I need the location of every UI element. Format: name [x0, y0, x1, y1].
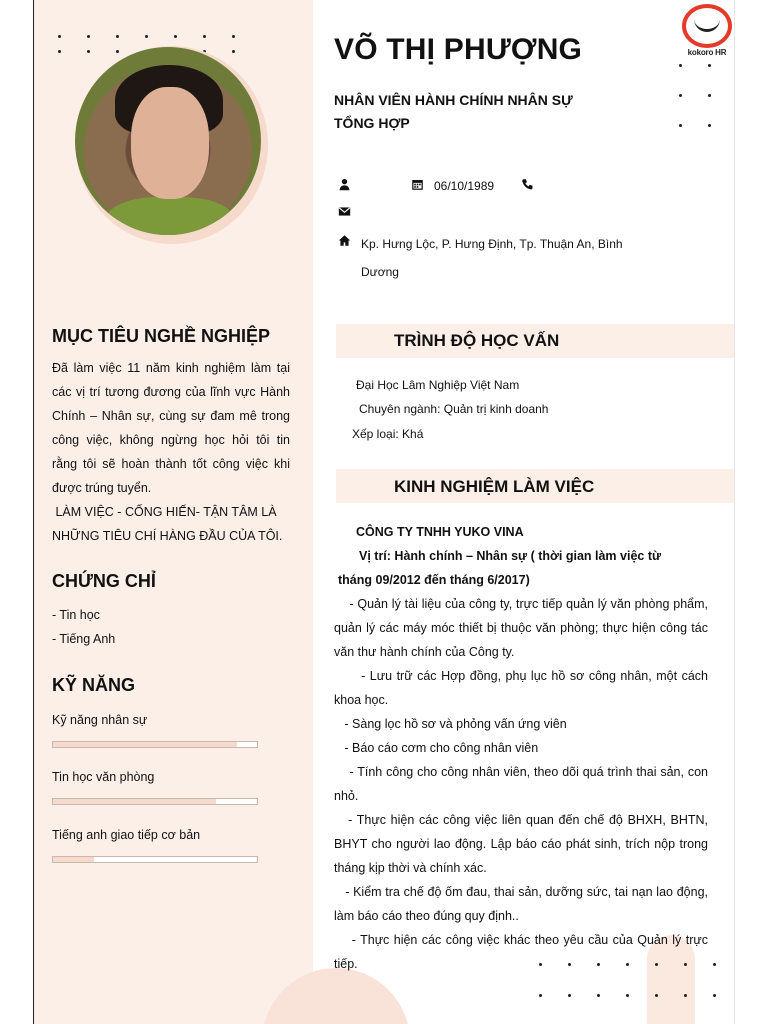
avatar-photo — [75, 47, 261, 235]
company-name: CÔNG TY TNHH YUKO VINA — [356, 525, 524, 539]
skill-label: Kỹ năng nhân sự — [52, 713, 148, 727]
skill-label: Tiếng anh giao tiếp cơ bản — [52, 828, 201, 842]
objective-text — [52, 356, 290, 548]
candidate-name: VÕ THỊ PHƯỢNG — [334, 33, 583, 66]
objective-heading: MỤC TIÊU NGHỀ NGHIỆP — [52, 326, 271, 346]
job-role-line-2: tháng 09/2012 đến tháng 6/2017) — [338, 573, 530, 587]
education-school: Đại Học Lâm Nghiệp Việt Nam — [356, 378, 520, 392]
resume-page — [33, 0, 735, 1024]
job-title-line-1: NHÂN VIÊN HÀNH CHÍNH NHÂN SỰ — [334, 92, 573, 108]
skill-bar — [52, 798, 258, 805]
phone-icon — [521, 178, 534, 191]
certificate-item: - Tiếng Anh — [52, 632, 116, 646]
kokoro-hr-logo — [677, 4, 735, 60]
certificate-item: - Tin học — [52, 608, 100, 622]
address — [361, 230, 661, 286]
skill-label: Tin học văn phòng — [52, 770, 155, 784]
job-title — [334, 89, 634, 135]
experience-entry — [334, 520, 712, 976]
decorative-dots-top-right — [679, 64, 711, 127]
duty-item: - Sàng lọc hồ sơ và phỏng vấn ứng viên — [334, 717, 567, 731]
duty-item: - Thực hiện các công việc liên quan đến chế độ BHXH, BHTN, BHYT cho người lao động. Lập báo cáo phát sinh, trích nộp trong tháng kịp thời và chính xác. — [334, 813, 712, 875]
skill-bar-fill — [53, 857, 94, 862]
duty-item: - Tính công cho công nhân viên, theo dõi quá trình thai sản, con nhỏ. — [334, 765, 712, 803]
logo-text: kokoro HR — [687, 48, 727, 57]
address-line-2: Dương — [361, 265, 399, 279]
job-role-line-1: Vị trí: Hành chính – Nhân sự ( thời gian làm việc từ — [359, 549, 662, 563]
skill-bar — [52, 856, 258, 863]
experience-heading: KINH NGHIỆM LÀM VIỆC — [394, 477, 595, 496]
duty-item: - Báo cáo cơm cho công nhân viên — [334, 741, 539, 755]
email-icon — [338, 205, 351, 218]
duty-item: - Lưu trữ các Hợp đồng, phụ lục hồ sơ công nhân, một cách khoa học. — [334, 669, 712, 707]
duty-item: - Kiểm tra chế độ ốm đau, thai sản, dưỡng sức, tai nạn lao động, làm báo cáo theo đúng quy định.. — [334, 885, 712, 923]
objective-paragraph: Đã làm việc 11 năm kinh nghiệm làm tại các vị trí tương đương của lĩnh vực Hành Chính – Nhân sự, cùng sự đam mê trong công việc, không ngừng học hỏi tôi tin rằng tôi sẽ hoàn thành tốt công việc khi được trúng tuyển. — [52, 361, 290, 495]
user-icon — [338, 178, 351, 191]
calendar-icon — [411, 178, 424, 191]
education-grade: Xếp loại: Khá — [352, 427, 424, 441]
certificates-heading: CHỨNG CHỈ — [52, 571, 156, 591]
skill-bar-fill — [53, 742, 237, 747]
skills-heading: KỸ NĂNG — [52, 675, 136, 695]
duty-item: - Thực hiện các công việc khác theo yêu cầu của Quản lý trực tiếp. — [334, 933, 712, 971]
education-major: Chuyên ngành: Quản trị kinh doanh — [359, 402, 549, 416]
objective-motto: LÀM VIỆC - CỐNG HIẾN- TẬN TÂM LÀ NHỮNG TIÊU CHÍ HÀNG ĐẦU CỦA TÔI. — [52, 505, 283, 543]
job-title-line-2: TỔNG HỢP — [334, 115, 410, 131]
skill-bar — [52, 741, 258, 748]
date-of-birth: 06/10/1989 — [434, 179, 495, 193]
address-line-1: Kp. Hưng Lộc, P. Hưng Định, Tp. Thuận An, Bình — [361, 237, 623, 251]
certificates-list — [52, 603, 115, 651]
education-heading: TRÌNH ĐỘ HỌC VẤN — [394, 331, 560, 350]
duty-item: - Quản lý tài liệu của công ty, trực tiếp quản lý văn phòng phẩm, quản lý các máy móc thiết bị thuộc văn phòng; thực hiện công tác văn thư hành chính của Công ty. — [334, 597, 712, 659]
home-icon — [338, 234, 351, 247]
skill-bar-fill — [53, 799, 216, 804]
